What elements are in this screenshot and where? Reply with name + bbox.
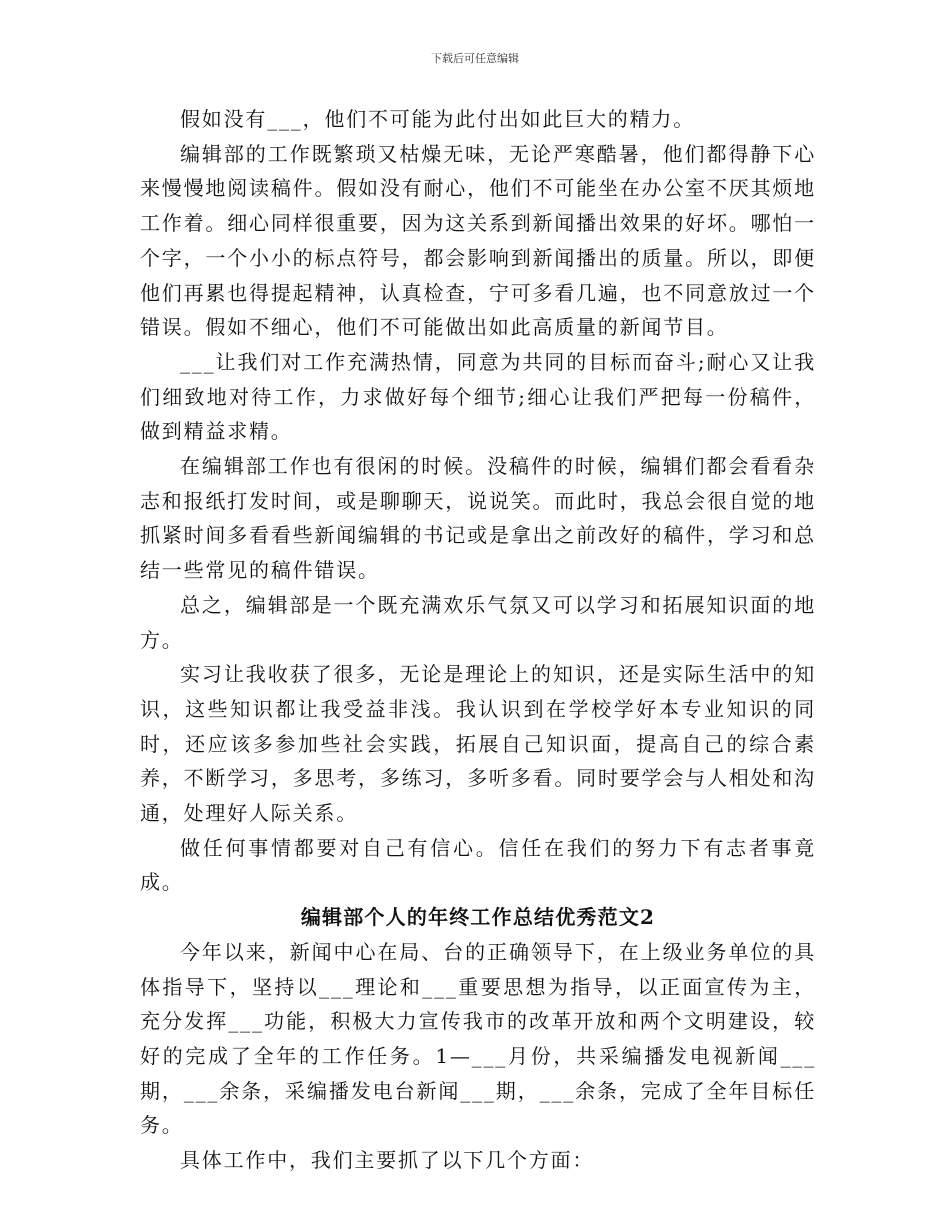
paragraph: 具体工作中，我们主要抓了以下几个方面：: [180, 1148, 595, 1173]
paragraph: 今年以来，新闻中心在局、台的正确领导下，在上级业务单位的具体指导下，坚持以___理论和___重要思想为指导，以正面宣传为主，充分发挥___功能，积极大力宣传我市的改革开放和两个文明建设，较好的完成了全年的工作任务。1—___月份，共采编播发电视新闻___期，___余条，采编播发电台新闻___期，___余条，完成了全年目标任务。: [140, 939, 816, 1138]
page-header-note: 下载后可任意编辑: [431, 52, 519, 65]
paragraph: 编辑部的工作既繁琐又枯燥无味，无论严寒酷暑，他们都得静下心来慢慢地阅读稿件。假如没有耐心，他们不可能坐在办公室不厌其烦地工作着。细心同样很重要，因为这关系到新闻播出效果的好坏。哪怕一个字，一个小小的标点符号，都会影响到新闻播出的质量。所以，即便他们再累也得提起精神，认真检查，宁可多看几遍，也不同意放过一个错误。假如不细心，他们不可能做出如此高质量的新闻节目。: [140, 141, 816, 340]
paragraph: 实习让我收获了很多，无论是理论上的知识，还是实际生活中的知识，这些知识都让我受益非浅。我认识到在学校学好本专业知识的同时，还应该多参加些社会实践，拓展自己知识面，提高自己的综合素养，不断学习，多思考，多练习，多听多看。同时要学会与人相处和沟通，处理好人际关系。: [140, 662, 816, 826]
document-body: [140, 102, 816, 1178]
paragraph: 总之，编辑部是一个既充满欢乐气氛又可以学习和拓展知识面的地方。: [140, 592, 816, 652]
section-title: 编辑部个人的年终工作总结优秀范文2: [300, 905, 656, 930]
paragraph: 做任何事情都要对自己有信心。信任在我们的努力下有志者事竟成。: [140, 835, 816, 895]
paragraph: ___让我们对工作充满热情，同意为共同的目标而奋斗;耐心又让我们细致地对待工作，力求做好每个细节;细心让我们严把每一份稿件，做到精益求精。: [140, 349, 816, 444]
paragraph: 假如没有___，他们不可能为此付出如此巨大的精力。: [180, 107, 695, 131]
paragraph: 在编辑部工作也有很闲的时候。没稿件的时候，编辑们都会看看杂志和报纸打发时间，或是聊聊天，说说笑。而此时，我总会很自觉的地抓紧时间多看看些新闻编辑的书记或是拿出之前改好的稿件，学习和总结一些常见的稿件错误。: [140, 454, 816, 583]
